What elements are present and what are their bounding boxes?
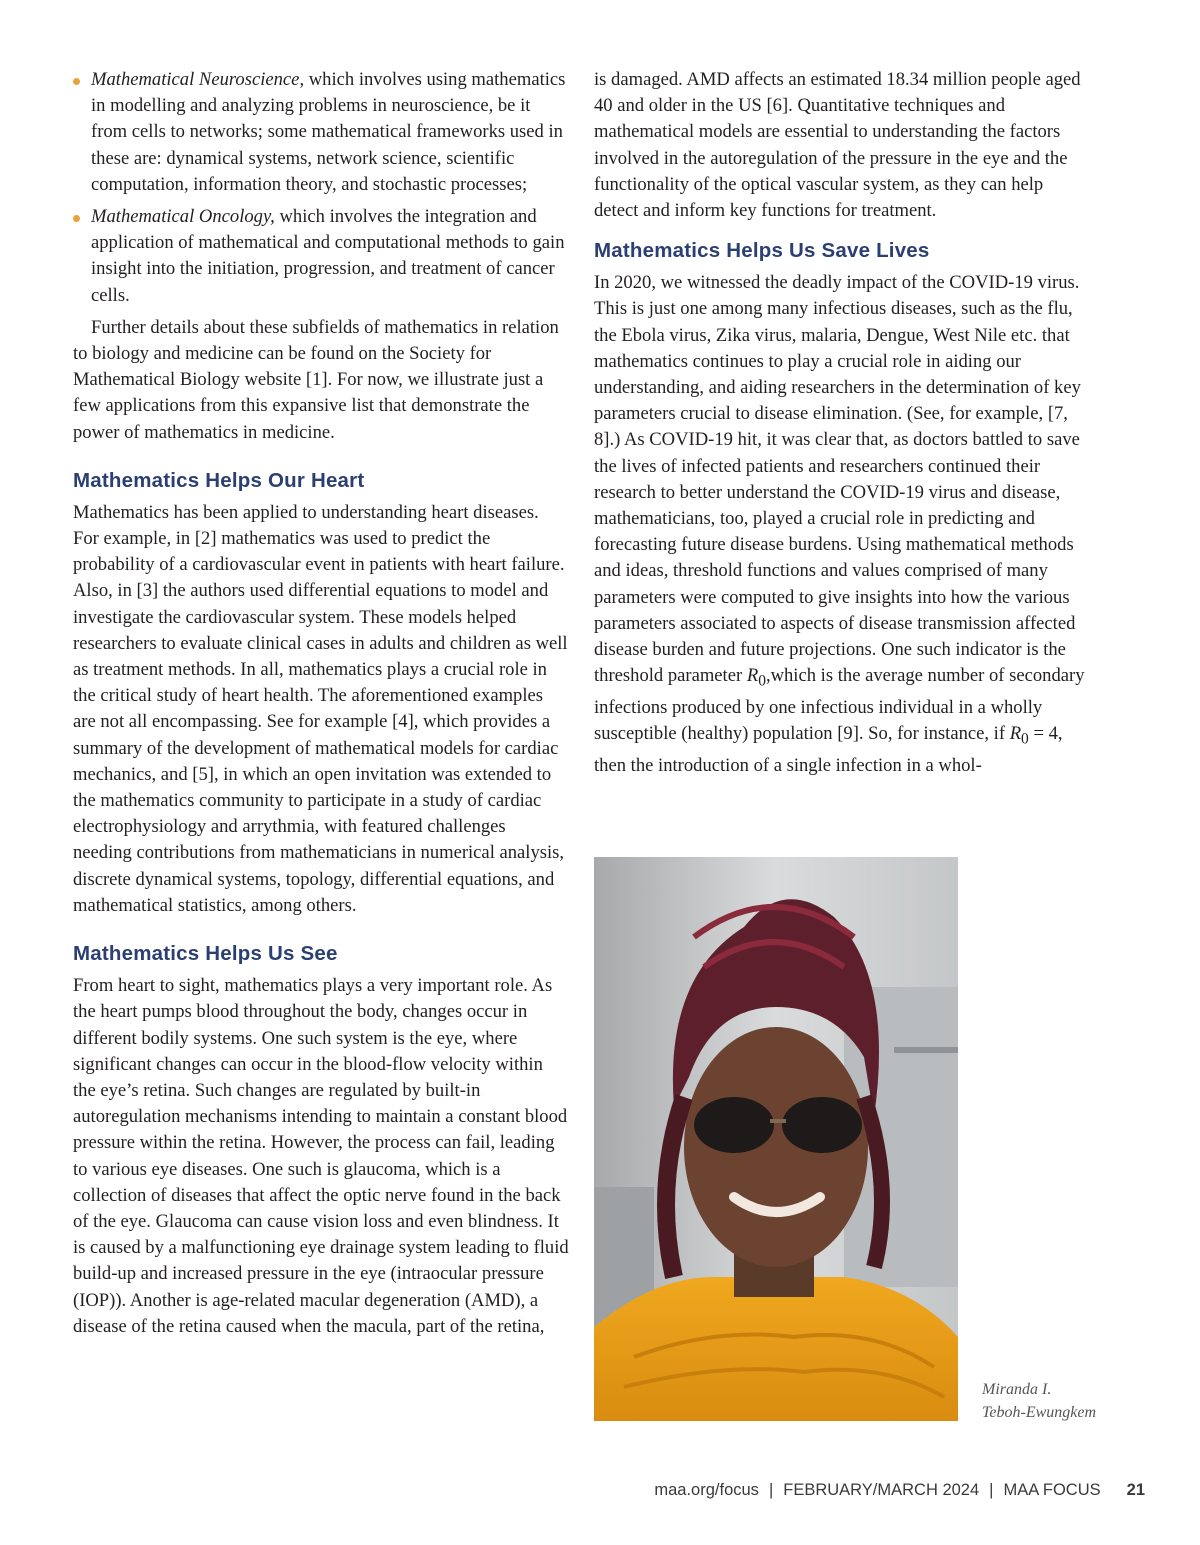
r-subscript: 0 — [1021, 731, 1029, 749]
continuation-paragraph: is damaged. AMD affects an estimated 18.34 million people aged 40 and older in the US [6]. Quantitative techniques and mathematical models are essential to understanding the factors involved in the autoregulation of the pressure in the eye and the functionality of the optical vascular system, as they can help detect and inform key functions for treatment. — [594, 69, 1081, 222]
photo-caption — [982, 1378, 1142, 1424]
bullet-term: Mathematical Oncology, — [91, 206, 275, 228]
r-naught-symbol — [746, 665, 766, 690]
intro-paragraph: Further details about these subfields of mathematics in relation to biology and medicine can be found on the Society for Mathematical Biology website [1]. For now, we illustrate just a few applications from this expansive list that demonstrate the power of mathematics in medicine. — [73, 316, 559, 443]
page-footer — [600, 1481, 1145, 1500]
section-heading-heart: Mathematics Helps Our Heart — [73, 468, 365, 492]
caption-line-1: Miranda I. — [982, 1381, 1052, 1398]
lives-text-part2: ,which is the average number of secondary infections produced by one infectious individual in a wholly susceptible (healthy) population [9]. So, for instance, if — [594, 665, 1085, 745]
lives-text-part1: In 2020, we witnessed the deadly impact of the COVID-19 virus. This is just one among many infectious diseases, such as the flu, the Ebola virus, Zika virus, malaria, Dengue, West Nile etc. that mathematics continues to play a crucial role in aiding our understanding, and aiding researchers in the determination of key parameters crucial to disease elimination. (See, for example, [7, 8].) As COVID-19 hit, it was clear that, as doctors battled to save the lives of infected patients and researchers continued their research to better understand the COVID-19 virus and disease, mathematicians, too, played a crucial role in predicting and forecasting future disease burdens. Using mathematical methods and ideas, threshold functions and values comprised of many parameters were computed to give insights into how the various parameters associated to aspects of disease transmission affected disease burden and future projections. One such indicator is the threshold parameter — [594, 272, 1081, 687]
r-equals: = 4 — [1028, 723, 1058, 745]
author-photo — [594, 857, 958, 1421]
r-naught-equation — [1009, 723, 1058, 749]
footer-url: maa.org/focus — [654, 1481, 759, 1499]
heart-paragraph: Mathematics has been applied to understanding heart diseases. For example, in [2] mathematics was used to predict the probability of a cardiovascular event in patients with heart failure. Also, in [3] the authors used differential equations to model and investigate the cardiovascular system. These models helped researchers to evaluate clinical cases in adults and children as well as treatment methods. In all, mathematics plays a crucial role in the critical study of heart health. The aforementioned examples are not all encompassing. See for example [4], which provides a summary of the development of mathematical models for cardiac mechanics, and [5], in which an open invitation was extended to the mathematics community to participate in a study of cardiac electrophysiology and arrythmia, with featured challenges needing contributions from mathematicians in numerical analysis, discrete dynamical systems, topology, differential equations, and mathematical statistics, among others. — [73, 501, 568, 916]
bullet-text: which involves the integration and application of mathematical and computational methods to gain insight into the initiation, progression, and treatment of cancer cells. — [91, 206, 565, 306]
lives-text-part3: , then the introduction of a single infection in a whol- — [594, 723, 1063, 777]
caption-line-2: Teboh-Ewungkem — [982, 1404, 1097, 1421]
portrait-illustration — [594, 857, 958, 1421]
footer-divider: | — [768, 1481, 774, 1499]
subfield-list — [73, 67, 569, 309]
r-symbol: R — [1009, 723, 1022, 745]
r-symbol: R — [746, 665, 759, 687]
bullet-text: , which involves using mathematics in modelling and analyzing problems in neuroscience, be it from cells to networks; some mathematical frameworks used in these are: dynamical systems, network science, scientific computation, information theory, and stochastic processes; — [91, 69, 566, 195]
bullet-icon — [73, 78, 80, 85]
right-column — [594, 67, 1090, 780]
bullet-icon — [73, 215, 80, 222]
left-column — [73, 67, 569, 1340]
section-heading-see: Mathematics Helps Us See — [73, 942, 338, 966]
r-subscript: 0 — [758, 672, 766, 690]
footer-issue: FEBRUARY/MARCH 2024 — [783, 1481, 980, 1499]
list-item — [73, 67, 569, 198]
lives-paragraph — [594, 270, 1090, 779]
see-paragraph: From heart to sight, mathematics plays a very important role. As the heart pumps blood throughout the body, changes occur in different bodily systems. One such system is the eye, where significant changes can occur in the blood-flow velocity within the eye’s retina. Such changes are regulated by built-in autoregulation mechanisms intending to maintain a constant blood pressure within the retina. However, the process can fail, leading to various eye diseases. One such is glaucoma, which is a collection of diseases that affect the optic nerve found in the back of the eye. Glaucoma can cause vision loss and even blindness. It is caused by a malfunctioning eye drainage system leading to fluid build-up and increased pressure in the eye (intraocular pressure (IOP)). Another is age-related macular degeneration (AMD), a disease of the retina caused when the macula, part of the retina, — [73, 975, 569, 1337]
section-heading-lives: Mathematics Helps Us Save Lives — [594, 239, 930, 263]
bullet-term: Mathematical Neuroscience — [91, 69, 300, 90]
footer-publication: MAA FOCUS — [1003, 1481, 1101, 1499]
page-number: 21 — [1126, 1481, 1145, 1499]
list-item — [73, 204, 569, 309]
footer-divider: | — [989, 1481, 994, 1499]
